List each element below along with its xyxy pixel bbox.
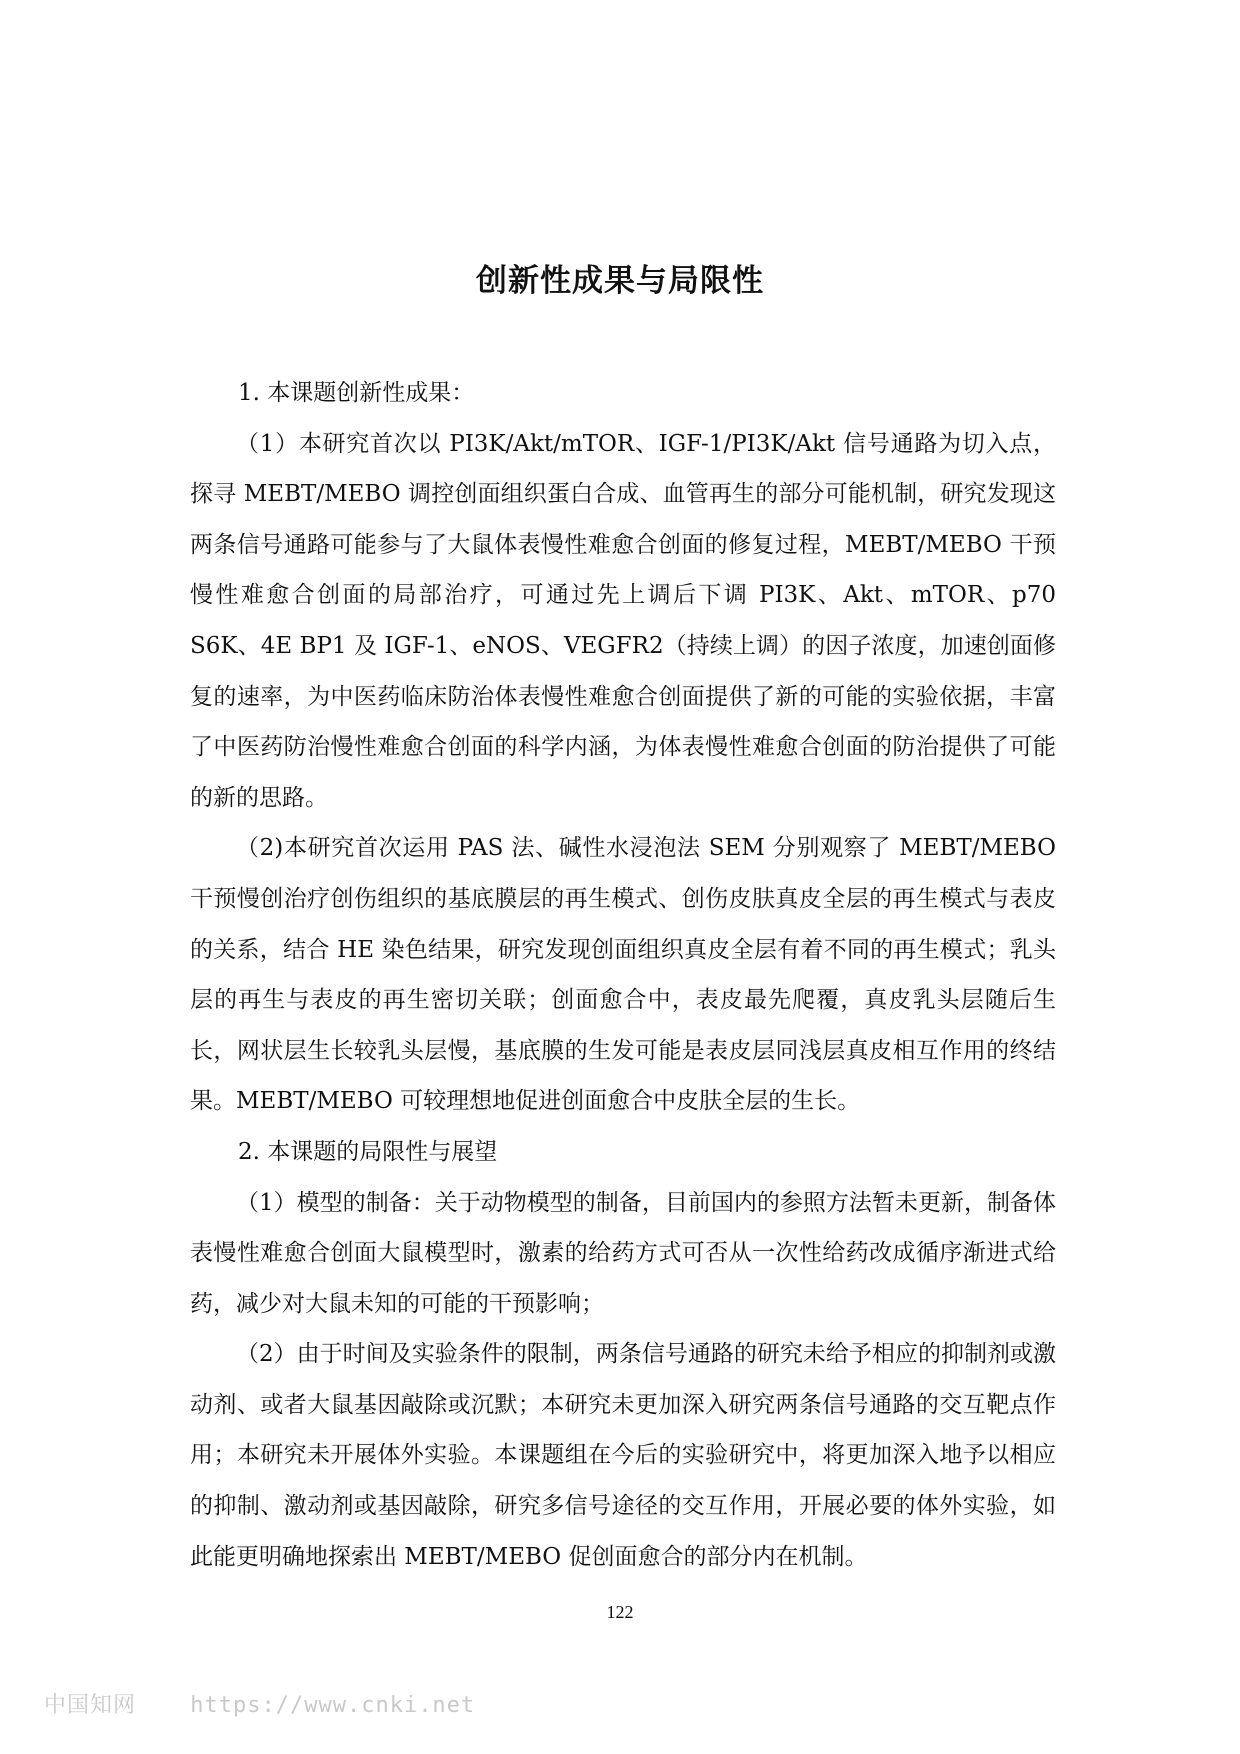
section2-heading: 2. 本课题的局限性与展望: [238, 1138, 498, 1165]
section2-paragraph-2: （2）由于时间及实验条件的限制，两条信号通路的研究未给予相应的抑制剂或激动剂、或者大鼠基因敲除或沉默；本研究未更加深入研究两条信号通路的交互靶点作用；本研究未开展体外实验。本课题组在今后的实验研究中，将更加深入地予以相应的抑制、激动剂或基因敲除，研究多信号途径的交互作用，开展必要的体外实验，如此能更明确地探索出 MEBT/MEBO 促创面愈合的部分内在机制。: [190, 1341, 1056, 1570]
section1-paragraph-2: （2)本研究首次运用 PAS 法、碱性水浸泡法 SEM 分别观察了 MEBT/MEBO 干预慢创治疗创伤组织的基底膜层的再生模式、创伤皮肤真皮全层的再生模式与表皮的关系，结合 HE 染色结果，研究发现创面组织真皮全层有着不同的再生模式；乳头层的再生与表皮的再生密切关联；创面愈合中，表皮最先爬覆，真皮乳头层随后生长，网状层生长较乳头层慢，基底膜的生发可能是表皮层同浅层真皮相互作用的终结果。MEBT/MEBO 可较理想地促进创面愈合中皮肤全层的生长。: [190, 835, 1056, 1115]
watermark-url: https://www.cnki.net: [190, 1693, 476, 1718]
watermark-brand: 中国知网: [44, 1693, 137, 1718]
document-body: [190, 368, 1056, 1582]
page-number: 122: [606, 1602, 634, 1622]
cnki-watermark: [44, 1688, 475, 1719]
page-title: 创新性成果与局限性: [476, 263, 764, 299]
section2-paragraph-1: （1）模型的制备：关于动物模型的制备，目前国内的参照方法暂未更新，制备体表慢性难愈合创面大鼠模型时，激素的给药方式可否从一次性给药改成循序渐进式给药，减少对大鼠未知的可能的干预影响；: [190, 1189, 1056, 1317]
section1-paragraph-1: （1）本研究首次以 PI3K/Akt/mTOR、IGF-1/PI3K/Akt 信号通路为切入点，探寻 MEBT/MEBO 调控创面组织蛋白合成、血管再生的部分可能机制，研究发现这两条信号通路可能参与了大鼠体表慢性难愈合创面的修复过程，MEBT/MEBO 干预慢性难愈合创面的局部治疗，可通过先上调后下调 PI3K、Akt、mTOR、p70 S6K、4E BP1 及 IGF-1、eNOS、VEGFR2（持续上调）的因子浓度，加速创面修复的速率，为中医药临床防治体表慢性难愈合创面提供了新的可能的实验依据，丰富了中医药防治慢性难愈合创面的科学内涵，为体表慢性难愈合创面的防治提供了可能的新的思路。: [190, 430, 1056, 811]
section1-heading: 1. 本课题创新性成果：: [238, 380, 475, 406]
